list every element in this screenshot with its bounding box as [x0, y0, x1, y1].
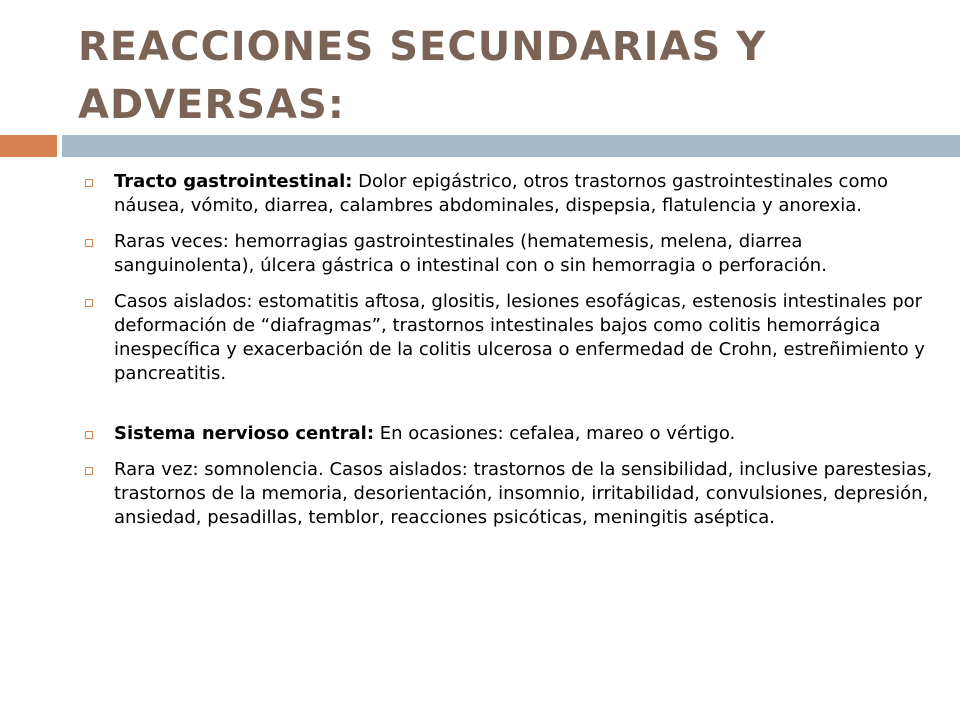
list-item [82, 290, 942, 386]
bullet-text: Dolor epigástrico, otros trastornos gastrointestinales como náusea, vómito, diarrea, calambres abdominales, dispepsia, flatulencia y anorexia. [114, 171, 889, 216]
bullet-text: Casos aislados: estomatitis aftosa, glositis, lesiones esofágicas, estenosis intestinales por deformación de “diafragmas”, trastornos intestinales bajos como colitis hemorrágica inespecífica y exacerbación de la colitis ulcerosa o enfermedad de Crohn, estreñimiento y pancreatitis. [114, 291, 925, 384]
bullet-lead: Tracto gastrointestinal: [114, 171, 353, 192]
square-bullet-icon [85, 239, 93, 247]
bullet-text: En ocasiones: cefalea, mareo o vértigo. [374, 423, 736, 444]
title-accent-bar [0, 135, 57, 157]
list-item [82, 230, 942, 278]
list-item [82, 422, 942, 446]
list-item [82, 458, 942, 530]
square-bullet-icon [85, 467, 93, 475]
square-bullet-icon [85, 179, 93, 187]
slide-title: REACCIONES SECUNDARIAS Y ADVERSAS: [78, 24, 767, 128]
title-divider-bar [62, 135, 960, 157]
list-item [82, 170, 942, 218]
square-bullet-icon [85, 299, 93, 307]
bullet-text: Rara vez: somnolencia. Casos aislados: trastornos de la sensibilidad, inclusive parestesias, trastornos de la memoria, desorientación, insomnio, irritabilidad, convulsiones, depresión, ansiedad, pesadillas, temblor, reacciones psicóticas, meningitis aséptica. [114, 459, 933, 528]
bullet-text: Raras veces: hemorragias gastrointestinales (hematemesis, melena, diarrea sanguinolenta), úlcera gástrica o intestinal con o sin hemorragia o perforación. [114, 231, 827, 276]
bullet-list [82, 170, 942, 542]
square-bullet-icon [85, 431, 93, 439]
bullet-lead: Sistema nervioso central: [114, 423, 375, 444]
